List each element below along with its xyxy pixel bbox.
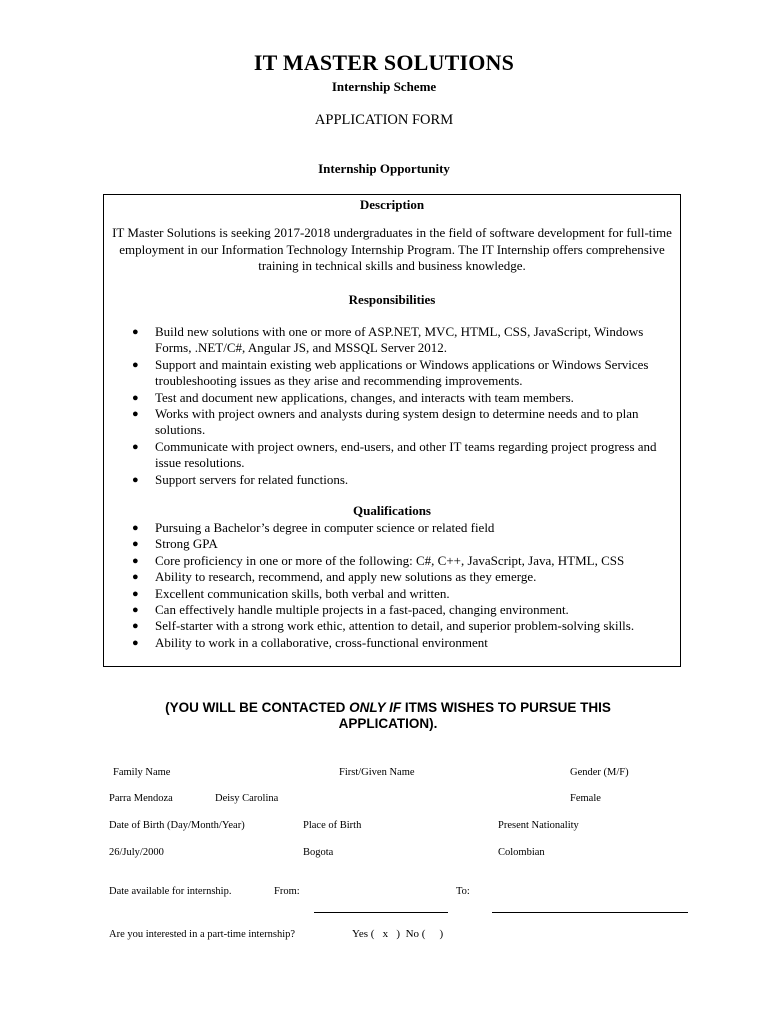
notice-part2: ITMS WISHES TO PURSUE THIS APPLICATION). (338, 700, 611, 731)
responsibility-item-text: Test and document new applications, changes, and interacts with team members. (155, 389, 574, 405)
responsibility-item (104, 472, 680, 488)
responsibility-item-text: Communicate with project owners, end-users, and other IT teams regarding project progress and issue resolutions. (155, 438, 657, 471)
yes-checkbox[interactable]: x (382, 928, 389, 940)
qualification-item (104, 618, 680, 634)
qualification-item-text: Excellent communication skills, both verbal and written. (155, 585, 450, 601)
bullet-icon: ● (132, 522, 139, 534)
responsibility-item-text: Works with project owners and analysts during system design to determine needs and to plan solutions. (155, 406, 639, 438)
family-name-label: Family Name (113, 767, 171, 778)
gender-label: Gender (M/F) (570, 767, 629, 778)
pob-label: Place of Birth (303, 820, 362, 831)
nationality-value[interactable]: Colombian (498, 847, 545, 858)
qualification-item-text: Strong GPA (155, 536, 218, 552)
pob-value[interactable]: Bogota (303, 847, 334, 858)
qualification-item (104, 602, 680, 618)
responsibility-item-text: Support and maintain existing web applications or Windows applications or Windows Services troubleshooting issues as they arise and recommending improvements. (155, 356, 649, 389)
responsibility-item (104, 406, 680, 439)
nationality-label: Present Nationality (498, 820, 579, 831)
yes-label: Yes ( (352, 928, 375, 940)
bullet-icon: ● (132, 636, 139, 649)
gender-value[interactable]: Female (570, 793, 601, 804)
qualification-item-text: Ability to research, recommend, and apply new solutions as they emerge. (155, 569, 537, 585)
bullet-icon: ● (132, 571, 139, 584)
description-text: IT Master Solutions is seeking 2017-2018 undergraduates in the field of software development for full-time employment in our Information Technology Internship Program. The IT Internship offers comprehensive training in technical skills and business knowledge. (112, 225, 672, 273)
bullet-icon: ● (132, 587, 139, 600)
qualification-item-text: Core proficiency in one or more of the following: C#, C++, JavaScript, Java, HTML, CSS (155, 552, 625, 568)
bullet-icon: ● (132, 391, 139, 404)
dob-value[interactable]: 26/July/2000 (109, 847, 164, 858)
notice-part1: (YOU WILL BE CONTACTED (165, 700, 350, 715)
description-heading: Description (359, 197, 425, 212)
qualification-item (104, 520, 680, 536)
parttime-choice[interactable] (352, 928, 443, 940)
to-label: To: (456, 886, 470, 897)
responsibility-item-text: Build new solutions with one or more of ASP.NET, MVC, HTML, CSS, JavaScript, Windows Forms, .NET/C#, Angular JS, and MSSQL Server 2012. (155, 324, 644, 356)
to-underline (492, 912, 688, 913)
qualification-item-text: Self-starter with a strong work ethic, attention to detail, and superior problem-solving skills. (155, 618, 635, 634)
qualification-item (104, 635, 680, 651)
qualification-item (104, 586, 680, 602)
no-label: ) No ( (396, 928, 426, 940)
notice-emphasis: ONLY IF (349, 700, 402, 715)
scheme-subtitle: Internship Scheme (331, 79, 437, 94)
bullet-icon: ● (132, 604, 139, 617)
dob-label: Date of Birth (Day/Month/Year) (109, 820, 245, 831)
responsibility-item (104, 439, 680, 472)
bullet-icon: ● (132, 538, 139, 551)
qualification-item-text: Pursuing a Bachelor’s degree in computer science or related field (155, 520, 495, 535)
first-name-label: First/Given Name (339, 767, 415, 778)
internship-details-box (103, 194, 681, 667)
from-label: From: (274, 886, 300, 897)
available-label: Date available for internship. (109, 886, 232, 897)
bullet-icon: ● (132, 408, 139, 421)
responsibility-item (104, 324, 680, 357)
responsibility-item-text: Support servers for related functions. (155, 471, 349, 487)
qualification-item (104, 536, 680, 552)
opportunity-heading: Internship Opportunity (318, 161, 450, 176)
close-paren: ) (439, 928, 444, 940)
qualification-item (104, 553, 680, 569)
qualifications-list (104, 520, 680, 651)
bullet-icon: ● (132, 554, 139, 567)
company-name: IT MASTER SOLUTIONS (253, 50, 515, 75)
bullet-icon: ● (132, 326, 139, 338)
bullet-icon: ● (132, 358, 139, 371)
family-name-value[interactable]: Parra Mendoza (109, 793, 173, 804)
responsibilities-list (104, 324, 680, 488)
from-underline (314, 912, 448, 913)
qualification-item-text: Ability to work in a collaborative, cross-functional environment (155, 634, 488, 650)
qualification-item-text: Can effectively handle multiple projects in a fast-paced, changing environment. (155, 602, 569, 618)
responsibility-item (104, 357, 680, 390)
bullet-icon: ● (132, 440, 139, 453)
responsibilities-heading: Responsibilities (348, 292, 436, 307)
responsibility-item (104, 390, 680, 406)
contact-notice (150, 700, 626, 732)
form-title: APPLICATION FORM (314, 112, 454, 128)
bullet-icon: ● (132, 620, 139, 633)
qualification-item (104, 569, 680, 585)
parttime-label: Are you interested in a part-time internship? (109, 929, 296, 940)
bullet-icon: ● (132, 473, 139, 486)
first-name-value[interactable]: Deisy Carolina (215, 793, 279, 804)
qualifications-heading: Qualifications (352, 503, 431, 518)
